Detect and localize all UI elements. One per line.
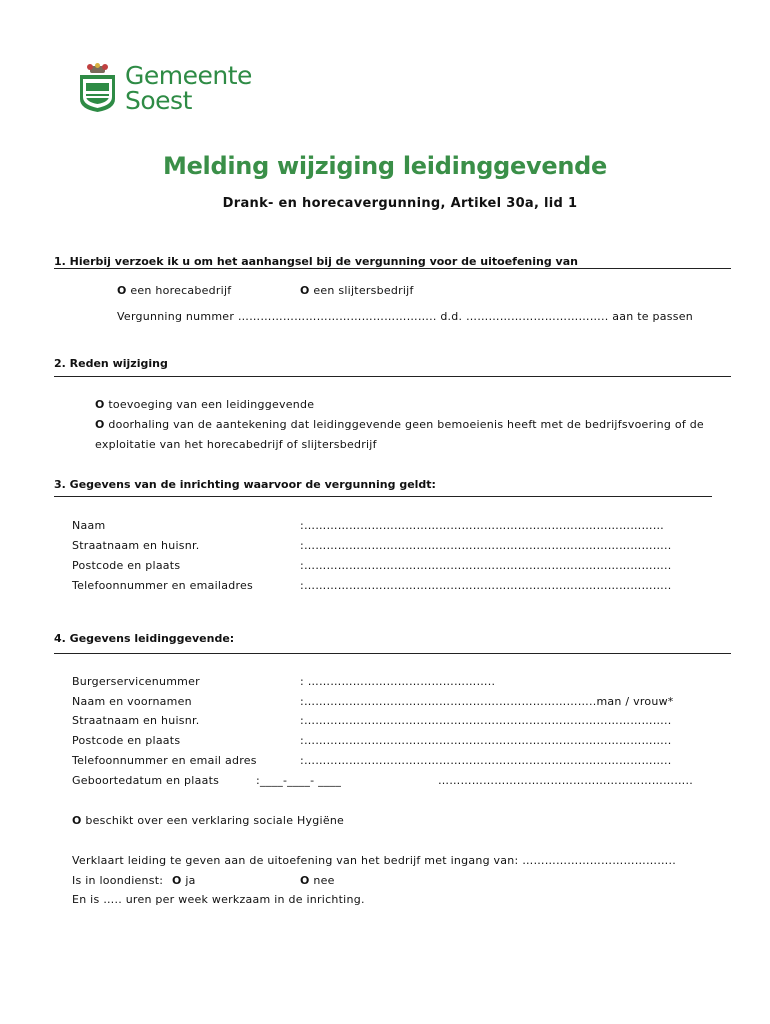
option-label: een slijtersbedrijf — [313, 284, 414, 297]
page-subtitle: Drank- en horecavergunning, Artikel 30a, lid 1 — [222, 196, 578, 211]
field-input-bsn[interactable]: : ………………………………………….. — [300, 675, 496, 688]
field-label: Telefoonnummer en email adres — [72, 754, 257, 767]
radio-mark: O — [72, 814, 82, 827]
option-toevoeging[interactable] — [95, 398, 314, 411]
logo-line-gemeente: Gemeente — [125, 61, 252, 90]
field-input-telefoon[interactable]: :…………………………………………………………………………………….. — [300, 579, 672, 592]
field-label: Straatnaam en huisnr. — [72, 714, 200, 727]
section1-rule — [54, 268, 731, 269]
option-horecabedrijf[interactable] — [117, 284, 231, 297]
field-input-postcode[interactable]: :…………………………………………………………………………………….. — [300, 734, 672, 747]
section2-heading: 2. Reden wijziging — [54, 357, 168, 370]
option-label: ja — [185, 874, 196, 887]
section3-heading: 3. Gegevens van de inrichting waarvoor de vergunning geldt: — [54, 478, 436, 491]
radio-mark: O — [300, 874, 310, 887]
radio-mark: O — [95, 398, 105, 411]
field-label: Geboortedatum en plaats — [72, 774, 220, 787]
radio-mark: O — [172, 874, 182, 887]
field-label: Postcode en plaats — [72, 559, 181, 572]
field-input-geboortedatum[interactable]: :____-____- ____ — [256, 774, 342, 787]
option-employed-yes[interactable] — [172, 874, 196, 887]
field-input-naam[interactable]: :…………………………………………………………………………………… — [300, 519, 664, 532]
option-employed-no[interactable] — [300, 874, 335, 887]
logo-line-soest: Soest — [125, 86, 192, 115]
option-doorhaling-continued: exploitatie van het horecabedrijf of slijtersbedrijf — [95, 438, 377, 451]
section2-rule — [54, 376, 731, 377]
option-label: nee — [313, 874, 335, 887]
employed-label: Is in loondienst: — [72, 874, 164, 887]
option-hygiene[interactable] — [72, 814, 344, 827]
field-label: Postcode en plaats — [72, 734, 181, 747]
hours-line[interactable]: En is ….. uren per week werkzaam in de inrichting. — [72, 893, 365, 906]
field-label: Naam — [72, 519, 106, 532]
field-input-naam-voornamen[interactable]: :…………………………………………….……………………..man / vrouw* — [300, 695, 674, 708]
logo-text — [125, 63, 252, 113]
crest-icon — [78, 63, 117, 113]
section3-rule — [54, 496, 712, 497]
section4-rule — [54, 653, 731, 654]
option-label: beschikt over een verklaring sociale Hygiëne — [85, 814, 345, 827]
radio-mark: O — [117, 284, 127, 297]
radio-mark: O — [95, 418, 105, 431]
field-input-telefoon[interactable]: :…………………………………………………………………………………….. — [300, 754, 672, 767]
option-label: toevoeging van een leidinggevende — [108, 398, 315, 411]
field-label: Straatnaam en huisnr. — [72, 539, 200, 552]
radio-mark: O — [300, 284, 310, 297]
section4-heading: 4. Gegevens leidinggevende: — [54, 632, 235, 645]
field-label: Naam en voornamen — [72, 695, 192, 708]
field-label: Telefoonnummer en emailadres — [72, 579, 253, 592]
field-input-straat[interactable]: :…………………………………………………………………………………….. — [300, 714, 672, 727]
option-label: doorhaling van de aantekening dat leidinggevende geen bemoeienis heeft met de bedrijfsvoering of de — [108, 418, 704, 431]
start-date-line[interactable]: Verklaart leiding te geven aan de uitoefening van het bedrijf met ingang van: ………………………………….. — [72, 854, 676, 867]
field-label: Burgerservicenummer — [72, 675, 200, 688]
field-input-geboorteplaats[interactable]: ………………………………………………………….. — [438, 774, 693, 787]
permit-number-line[interactable]: Vergunning nummer …………………………………………….. d.d. ……………………………….. aan te passen — [117, 310, 693, 323]
section1-heading: 1. Hierbij verzoek ik u om het aanhangsel bij de vergunning voor de uitoefening van — [54, 255, 578, 268]
option-doorhaling[interactable] — [95, 418, 704, 431]
field-input-straat[interactable]: :…………………………………………………………………………………….. — [300, 539, 672, 552]
field-input-postcode[interactable]: :…………………………………………………………………………………….. — [300, 559, 672, 572]
option-slijtersbedrijf[interactable] — [300, 284, 414, 297]
option-label: een horecabedrijf — [130, 284, 232, 297]
page-title: Melding wijziging leidinggevende — [163, 152, 607, 180]
